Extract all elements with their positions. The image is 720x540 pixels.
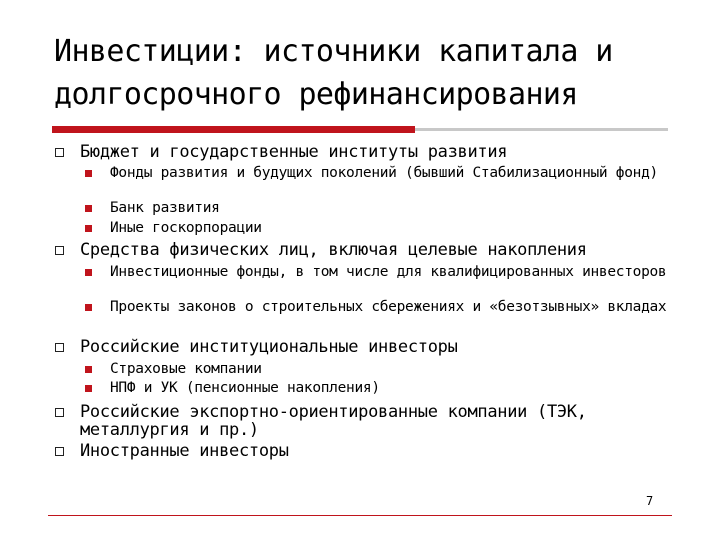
sub-item <box>110 166 680 181</box>
section-label: Бюджет и государственные институты развития <box>80 142 508 162</box>
page-number: 7 <box>646 494 654 508</box>
section-item <box>80 403 680 439</box>
sub-item <box>110 362 680 377</box>
sub-item <box>110 381 680 396</box>
hollow-square-icon <box>55 246 64 255</box>
section-label: Средства физических лиц, включая целевые накопления <box>80 240 587 260</box>
hollow-square-icon <box>55 408 64 417</box>
footer-divider <box>48 515 672 516</box>
filled-red-square-icon <box>85 304 92 311</box>
sub-item-label: Банк развития <box>110 200 220 216</box>
sub-item <box>110 265 680 280</box>
section-item <box>80 338 680 356</box>
hollow-square-icon <box>55 343 64 352</box>
slide-title: Инвестиции: источники капитала и долгосрочного рефинансирования <box>54 34 613 112</box>
sub-item-label: НПФ и УК (пенсионные накопления) <box>110 380 380 396</box>
filled-red-square-icon <box>85 366 92 373</box>
section-item <box>80 442 680 460</box>
section-label: Российские экспортно-ориентированные компании (ТЭК, металлургия и пр.) <box>80 402 587 440</box>
sub-item-label: Страховые компании <box>110 361 262 377</box>
hollow-square-icon <box>55 447 64 456</box>
sub-item <box>110 300 680 315</box>
filled-red-square-icon <box>85 269 92 276</box>
filled-red-square-icon <box>85 205 92 212</box>
section-label: Иностранные инвесторы <box>80 441 289 461</box>
section-label: Российские институциональные инвесторы <box>80 337 458 357</box>
sub-item-label: Иные госкорпорации <box>110 220 262 236</box>
section-item <box>80 241 680 259</box>
sub-item-label: Инвестиционные фонды, в том числе для квалифицированных инвесторов <box>110 264 667 280</box>
sub-item-label: Фонды развития и будущих поколений (бывший Стабилизационный фонд) <box>110 165 658 181</box>
section-item <box>80 143 680 161</box>
filled-red-square-icon <box>85 385 92 392</box>
filled-red-square-icon <box>85 225 92 232</box>
sub-item-label: Проекты законов о строительных сбережениях и «безотзывных» вкладах <box>110 299 667 315</box>
sub-item <box>110 221 680 236</box>
hollow-square-icon <box>55 148 64 157</box>
filled-red-square-icon <box>85 170 92 177</box>
sub-item <box>110 201 680 216</box>
